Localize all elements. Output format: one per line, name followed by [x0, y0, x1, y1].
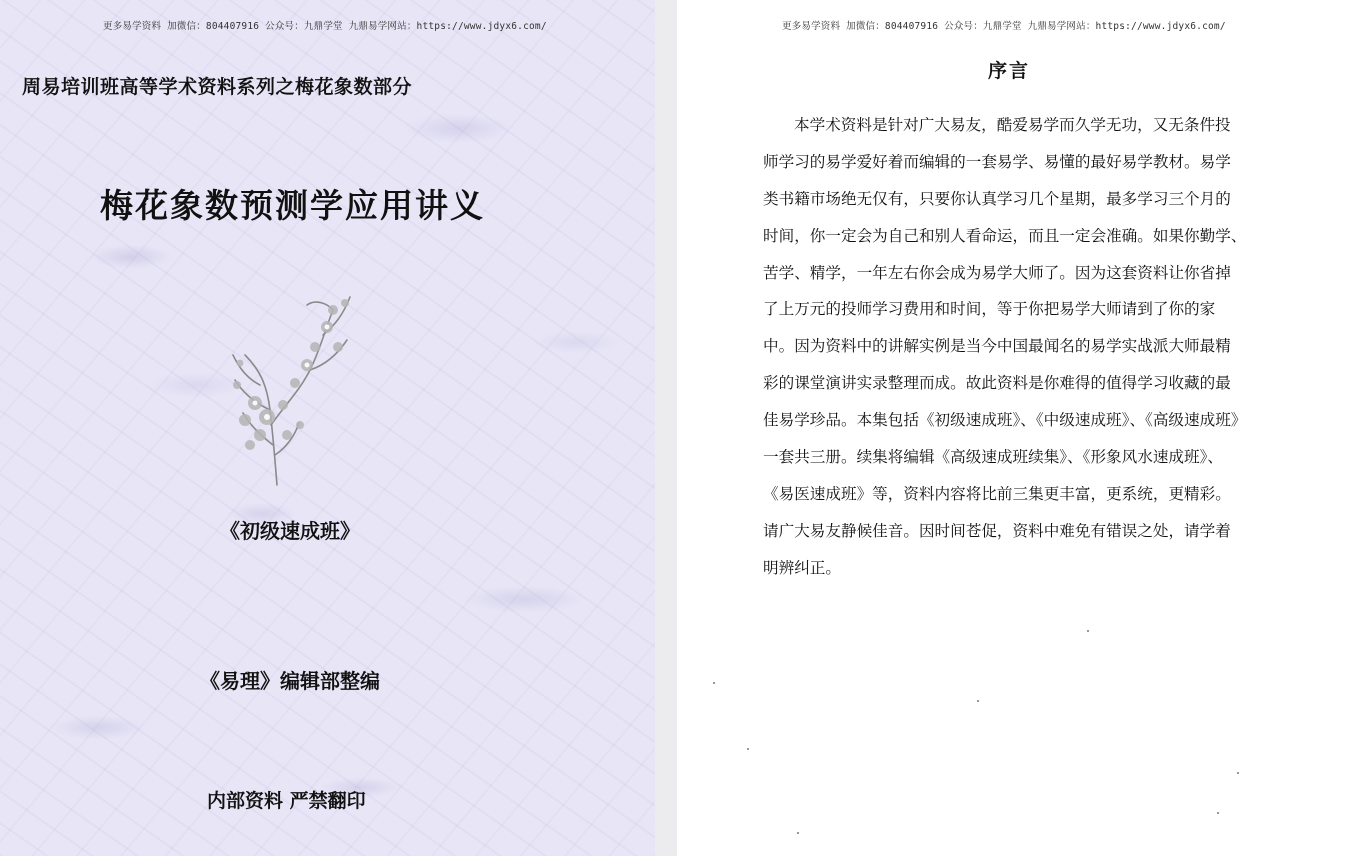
preface-line: 苦学、精学，一年左右你会成为易学大师了。因为这套资料让你省掉: [763, 263, 1231, 282]
scan-speck: [1217, 812, 1219, 814]
scan-speck: [977, 700, 979, 702]
preface-line: 了上万元的投师学习费用和时间，等于你把易学大师请到了你的家: [763, 300, 1216, 319]
scan-speck: [797, 832, 799, 834]
series-title: 周易培训班高等学术资料系列之梅花象数部分: [22, 76, 413, 98]
preface-body: [763, 112, 1259, 592]
page-gutter: [655, 0, 677, 856]
plum-blossom-branch-icon: [215, 285, 365, 490]
preface-line: 师学习的易学爱好着而编辑的一套易学、易懂的最好易学教材。易学: [763, 152, 1231, 171]
preface-line: 彩的课堂演讲实录整理而成。故此资料是你难得的值得学习收藏的最: [763, 374, 1231, 393]
scan-speck: [747, 748, 749, 750]
scan-speck: [713, 682, 715, 684]
preface-line: 请广大易友静候佳音。因时间苍促，资料中难免有错误之处，请学着: [763, 521, 1231, 540]
class-title: 《初级速成班》: [220, 519, 360, 543]
preface-line: 时间，你一定会为自己和别人看命运，而且一定会准确。如果你勤学、: [763, 226, 1247, 245]
cover-page: [0, 0, 655, 856]
preface-line: 一套共三册。续集将编辑《高级速成班续集》、《形象风水速成班》、: [763, 448, 1224, 467]
preface-line: 中。因为资料中的讲解实例是当今中国最闻名的易学实战派大师最精: [763, 337, 1231, 356]
preface-page: [677, 0, 1350, 856]
preface-line: 《易医速成班》等，资料内容将比前三集更丰富，更系统，更精彩。: [763, 484, 1231, 503]
preface-title: 序言: [987, 60, 1030, 82]
scan-speck: [1237, 772, 1239, 774]
main-title: 梅花象数预测学应用讲义: [100, 186, 485, 225]
preface-line: 类书籍市场绝无仅有，只要你认真学习几个星期，最多学习三个月的: [763, 189, 1231, 208]
scan-speck: [1087, 630, 1089, 632]
editor-credit: 《易理》编辑部整编: [200, 669, 380, 693]
restriction-notice: 内部资料 严禁翻印: [207, 790, 366, 812]
preface-line: 佳易学珍品。本集包括《初级速成班》、《中级速成班》、《高级速成班》: [763, 411, 1247, 430]
page-header: 更多易学资料 加微信：804407916 公众号：九鼎学堂 九鼎易学网站：https://www.jdyx6.com/: [103, 21, 547, 32]
page-header: 更多易学资料 加微信：804407916 公众号：九鼎学堂 九鼎易学网站：https://www.jdyx6.com/: [782, 21, 1226, 32]
preface-line: 明辨纠正。: [763, 558, 841, 577]
preface-line: 本学术资料是针对广大易友，酷爱易学而久学无功，又无条件投: [794, 116, 1231, 134]
